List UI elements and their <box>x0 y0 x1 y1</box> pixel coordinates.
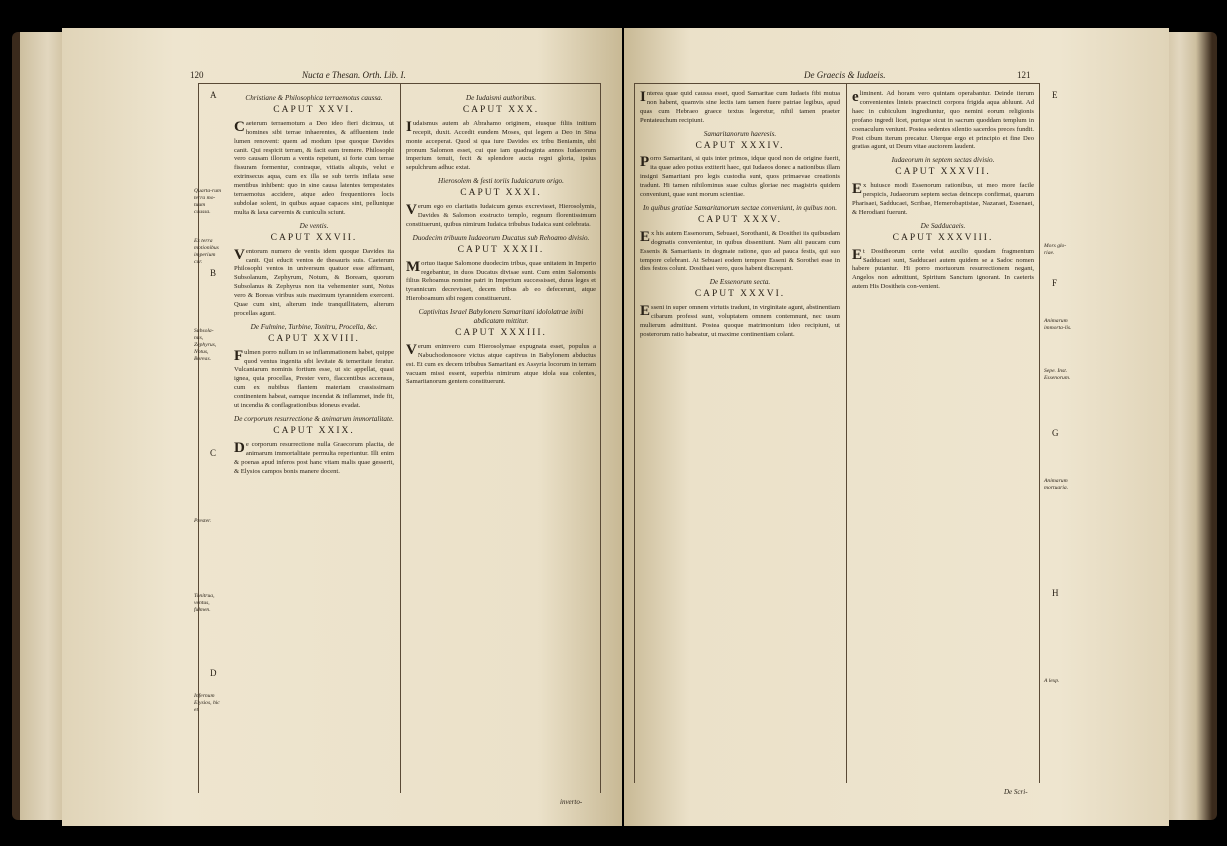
margin-note: Infernum Elysios, hic et. <box>194 693 220 713</box>
paragraph: Verum enimvero cum Hierosolymae expugnata esset, populus a Nabuchodonosore victus atque captivus in Babylonem abductus est. Et cum ex decem tribubus Samaritani ex Assyria locorum in terram vacuam missi essent, superbia nimirum atque idola sua colentes, Samaritanorum gentem constituerunt. <box>406 341 596 386</box>
margin-note: A lexp. <box>1044 678 1060 684</box>
right-running-head: De Graecis & Iudaeis. <box>804 70 886 80</box>
section-title: Iudaeorum in septem sectas divisio. <box>891 156 995 165</box>
paragraph: Ventorum numero de ventis idem quoque Davides ita canit. Qui educit ventos de thesauris suis. Caeterum Philosophi ventos in universum quatuor esse affirmant, Subsolanum, Zephyrum, Notum, & Boream, quorum Subsolanus & Zephyrus non ita vehementer sunt, Notus vero & Boreas viribus suis maximum tyrannidem exercent. Quae cum sint, alterum inde tranquillitatem, alterum procellas agunt. <box>234 246 394 317</box>
paragraph: Caeterum terraemotum a Deo ideo fieri dicimus, ut homines sibi terrae inhaerentes, & affluentem inde lumen renovent: quem ad modum ipse quoque Davides canit. Qui respicit terram, & facit eam tremere. Philosophi vero causam illorum a ventis repetunt, si forte cum terrae fissuram formentur, contraque, vitiatis aliquis, velut e extrinsecus aqua, cum ex illa se sub terris inflata sese mentibus inhibent: quo in sine causa latentes tempestates terraemotus accidere, atque adeo frequentiores locis subdolae solent, in quibus aquae capaces sint, pelluntque multa & laxa carvernis & cuniculis sciunt. <box>234 118 394 216</box>
left-column-2 <box>406 90 596 795</box>
paragraph: Ex huiusce modi Essenorum rationibus, ut meo more facile perspicis, Judaeorum septem sectas deinceps confirmat, quarum Pharisaei, Sadducaei, Scribae, Hemerobaptistae, Nazaraei, Essenaei, & Herodiani fuerunt. <box>852 181 1034 216</box>
section-title: De Sadducaeis. <box>920 221 966 230</box>
right-column-1 <box>640 90 840 780</box>
chapter-heading: CAPUT XXXIII. <box>455 327 547 338</box>
margin-letter-h: H <box>1052 588 1059 598</box>
margin-note: Prester. <box>194 518 212 524</box>
paragraph: Interea quae quid caussa esset, quod Samaritae cum Iudaeis fibi mutua non habent, quamvis sine lectis iam tamen fuere patriae legibus, apud quas cum Hebraeo graece textus legeretur, nihil tamen praeter Pentateuchum recipiunt. <box>640 90 840 124</box>
margin-letter-e: E <box>1052 90 1058 100</box>
margin-note: Animarum mortuaria. <box>1044 478 1069 491</box>
margin-letter-f: F <box>1052 278 1058 288</box>
right-margin-rule <box>1039 83 1040 783</box>
chapter-heading: CAPUT XXX. <box>462 104 540 115</box>
chapter-heading: CAPUT XXVI. <box>273 104 355 115</box>
paragraph: Verum ego eo claritatis Iudaicum genus excrevisset, Hierosolymis, Davides & Salomon exstructo templo, regnum florentissimum constituerunt, quibus nimirum Iudaica tribubus Iudaica sunt celebrata. <box>406 202 596 228</box>
chapter-heading: CAPUT XXXVII. <box>895 167 991 178</box>
left-column-1 <box>234 90 394 795</box>
open-book <box>12 10 1217 840</box>
paragraph: Iudaismus autem ab Abrahamo originem, eiusque filiis initium recepit, duxit. Accedit eundem Moses, qui legem a Deo in Sina monte acceperat. Quod si qua iure Davides ex tribu Beniamin, ubi pronum Salomon esset, cui que iam quadraginta annos Iudaeorum imperium tenuit, fecit & splendore aucta regni gloria, ipsius sepulchrum adhuc extat. <box>406 118 596 172</box>
right-page <box>624 28 1169 826</box>
section-title: De Iudaismi authoribus. <box>465 94 537 102</box>
section-title: In quibus gratiae Samaritanorum sectae conveniunt, in quibus non. <box>642 203 838 212</box>
margin-note: Sepe. Inst. Essenorum. <box>1044 368 1071 381</box>
chapter-heading: CAPUT XXVIII. <box>268 333 360 344</box>
right-head-rule <box>634 83 1039 84</box>
chapter-heading: CAPUT XXXI. <box>460 188 542 199</box>
section-title: Duodecim tribuum Iudaeorum Ducatus sub Rehoamo divisio. <box>412 233 590 242</box>
left-outer-rule <box>600 83 601 793</box>
left-head-rule <box>198 83 600 84</box>
chapter-heading: CAPUT XXIX. <box>273 425 355 436</box>
chapter-heading: CAPUT XXXIV. <box>695 140 785 151</box>
paragraph: Fulmen porro nullum in se inflammationem habet, quippe quod ventus ingenita sibi levitate & temeritate feratur. Vulcaniarum nominis fortium esse, ut sic appellat, quasi ignea, quia procellas, Prester vero, flaccentibus accensus, cum ex nubibus flantem materiam crassissimam continentem habeat, eamque incendat & inflammet, inde fit, ut incendia & conflagrationibus idoneus evadat. <box>234 347 394 410</box>
left-running-head: Nucta e Thesan. Orth. Lib. I. <box>302 70 406 80</box>
paragraph: Ex his autem Essenorum, Sebuaei, Sorothanii, & Dosithei iis quibusdam dogmatis convenientur, in quibus dissentiunt. Nam alii paucam cum Essenis & Samaritanis in dogmate ratione, quo ad pauca festis, qui suo tempore celebrant. At Sebuaei eodem tempore Esseni & Sorothei esse in dies festos colunt. Dosithaei vero, quos habent discrepant. <box>640 228 840 273</box>
margin-note: Mors glo-riae. <box>1044 243 1067 256</box>
section-title: Captivitas Israel Babylonem Samaritani idololatrae inibi abdicatam mittitur. <box>418 308 584 326</box>
margin-letter-c: C <box>210 448 217 458</box>
left-page <box>62 28 622 826</box>
right-column-2 <box>852 90 1034 780</box>
right-inner-rule <box>634 83 635 783</box>
paragraph: Mortuo itaque Salomone duodecim tribus, quae unitatem in Imperio regebantur, in duos Ducatus divisae sunt. Cum enim Salomonis filius Rehoamus nomine patri in Imperium successisset, duras leges et tyrannicum decrevisset, decem tribus ab eo defecerunt, atque Hieroboamum sibi regem constituerunt. <box>406 258 596 303</box>
section-title: De corporum resurrectione & animarum immortalitate. <box>234 415 394 423</box>
margin-note: Quarta-rum terra mo-tuum caussa. <box>194 188 222 215</box>
margin-note: Subsola-nus, Zephyrus, Notus, Boreas. <box>194 328 217 362</box>
margin-letter-a: A <box>210 90 217 100</box>
catchword: De Scri- <box>1004 788 1028 796</box>
margin-letter-g: G <box>1052 428 1059 438</box>
margin-note: Ex terra motionibus imperium cur. <box>194 238 219 265</box>
margin-letter-b: B <box>210 268 217 278</box>
chapter-heading: CAPUT XXVII. <box>270 232 358 243</box>
section-title: De Essenorum secta. <box>709 278 771 287</box>
paragraph: Porro Samaritani, si quis inter primos, idque quod non de origine fuerit, ita quae adeo potius extiterit haec, qui Iudaeos donec a nationibus illam insigni Samaritani pro legis custodia sunt, quos primaevae creationis tradunt. Hi tamen nihilominus suae cultus gloriae nec magistris quidem conveniunt, quae sunt morum scientiae. <box>640 154 840 199</box>
paragraph: Et Dositheorum certe velut auxilio quodam fragmentum Sadducaei sunt, Sadducaei autem quidem se a Sadoc nomen habere putantur. Hi porro mortuorum resurrectionem negant, Angelos non admittunt, Spiritum Sanctum ignorant. In caeteris autem His Dositheis con-venient. <box>852 246 1034 291</box>
margin-note: Animarum immorta-lis. <box>1044 318 1072 331</box>
section-title: Christiane & Philosophica terraemotus caussa. <box>245 94 383 102</box>
chapter-heading: CAPUT XXXV. <box>698 214 782 225</box>
chapter-heading: CAPUT XXXII. <box>457 244 545 255</box>
right-page-number: 121 <box>1017 70 1031 80</box>
paragraph: De corporum resurrectione nulla Graecorum placita, de animarum immortalitate permulta reperiuntur. Illi enim & poenas apud inferos post hanc vitam malis quae gesserit, & Elysios campos bonis manere docent. <box>234 439 394 475</box>
section-title: De ventis. <box>299 221 329 230</box>
left-column-divider <box>400 83 401 793</box>
right-column-divider <box>846 83 847 783</box>
chapter-heading: CAPUT XXXVIII. <box>892 232 994 243</box>
section-title: Samaritanorum haeresis. <box>703 129 777 138</box>
margin-note: Tonitrua, ventus, fulmen. <box>194 593 215 613</box>
paragraph: Esseni in super omnem virtutis tradunt, in virginitate agunt, abstinentiam cibarum professi sunt, voluptatem omnem contemnunt, nec usum mulierum admittunt. Postea quoque matrimonium ideo recipiunt, ut posterorum ratio habeatur, ut maxime continentiam colant. <box>640 303 840 338</box>
section-title: De Fulmine, Turbine, Tonitru, Procella, &c. <box>250 322 378 331</box>
left-page-number: 120 <box>190 70 204 80</box>
chapter-heading: CAPUT XXXVI. <box>694 289 786 300</box>
margin-letter-d: D <box>210 668 217 678</box>
catchword: inverto- <box>560 798 583 806</box>
paragraph: eliminent. Ad horam vero quintam operabantur. Deinde iterum convenientes linteis praecincti corpora frigida aqua abluunt. Ad haec in cubiculum ingrediuntur, quo nemini eorum religionis profano ingredi licet, purique sicut in sacrum quoddam templum in coenaculum veniunt. Postea sedentes silentio sacerdos preces fundit. Post cibum iterum precatur. Uterque ergo et principio et fine Deo gratias agunt, ut Deum vitae auctorem laudent. <box>852 90 1034 151</box>
section-title: Hierosolem & festi toriis Iudaicarum origo. <box>438 177 564 186</box>
